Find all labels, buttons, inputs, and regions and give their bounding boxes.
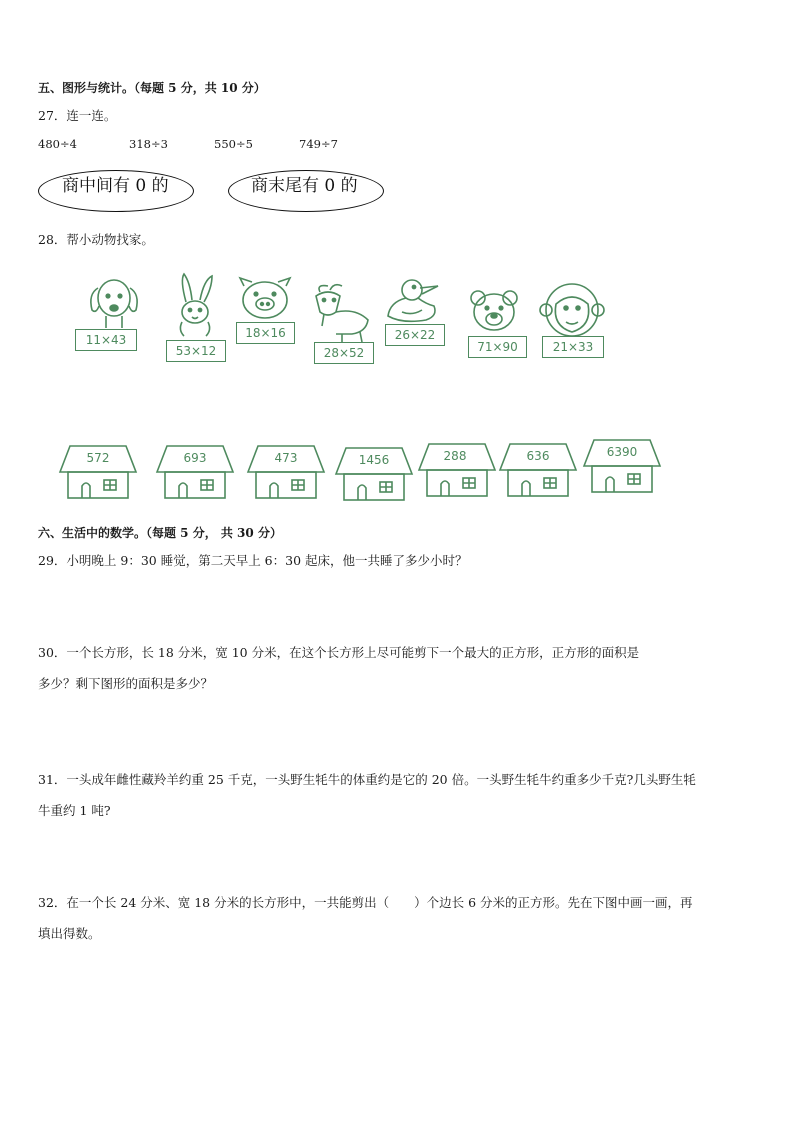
q30-line-2: 多少？剩下图形的面积是多少？ — [38, 676, 214, 691]
house-number: 693 — [183, 451, 207, 465]
q31-line-1: 31．一头成年雌性藏羚羊约重 25 千克，一头野生牦牛的体重约是它的 20 倍。一头野生牦牛约重多少千克?几头野生牦 — [38, 772, 696, 787]
q30-text — [38, 637, 758, 699]
section-6-heading: 六、生活中的数学。（每题 5 分， 共 30 分） — [38, 526, 282, 540]
oval-end-zero-label: 商末尾有 0 的 — [251, 176, 358, 196]
q32-text — [38, 887, 758, 949]
house-number: 636 — [526, 449, 550, 463]
house-number: 572 — [86, 451, 110, 465]
animal-tag: 11×43 — [75, 329, 137, 351]
oval-middle-zero-label: 商中间有 0 的 — [62, 176, 169, 196]
animal-tag: 71×90 — [468, 336, 527, 358]
bear-icon — [466, 288, 522, 334]
house-number: 473 — [274, 451, 298, 465]
q31-text — [38, 764, 758, 826]
rabbit-icon — [170, 272, 220, 342]
goat-icon — [306, 282, 376, 344]
animal-tag: 28×52 — [314, 342, 374, 364]
q29-text: 29．小明晚上 9：30 睡觉，第二天早上 6：30 起床，他一共睡了多少小时？ — [38, 553, 468, 568]
animal-tag: 21×33 — [542, 336, 604, 358]
animal-tag: 53×12 — [166, 340, 226, 362]
q27-prompt: 27．连一连。 — [38, 108, 117, 123]
q30-line-1: 30．一个长方形，长 18 分米，宽 10 分米，在这个长方形上尽可能剪下一个最大的正方形，正方形的面积是 — [38, 645, 640, 660]
section-5-heading: 五、图形与统计。（每题 5 分，共 10 分） — [38, 81, 266, 95]
monkey-icon — [538, 282, 606, 340]
house-number: 1456 — [358, 453, 390, 467]
house-number: 288 — [443, 449, 467, 463]
expression: 550÷5 — [214, 137, 253, 151]
house-number: 6390 — [606, 445, 638, 459]
q32-line-2: 填出得数。 — [38, 926, 101, 941]
expression: 749÷7 — [299, 137, 338, 151]
expression: 318÷3 — [129, 137, 168, 151]
dog-icon — [84, 276, 144, 328]
animal-tag: 26×22 — [385, 324, 445, 346]
q31-line-2: 牛重约 1 吨? — [38, 803, 111, 818]
animal-tag: 18×16 — [236, 322, 295, 344]
pig-icon — [236, 276, 294, 322]
duck-icon — [382, 276, 446, 326]
expression: 480÷4 — [38, 137, 77, 151]
q32-line-1: 32．在一个长 24 分米、宽 18 分米的长方形中，一共能剪出（ ）个边长 6 分米的正方形。先在下图中画一画，再 — [38, 895, 693, 910]
q28-prompt: 28．帮小动物找家。 — [38, 232, 154, 247]
